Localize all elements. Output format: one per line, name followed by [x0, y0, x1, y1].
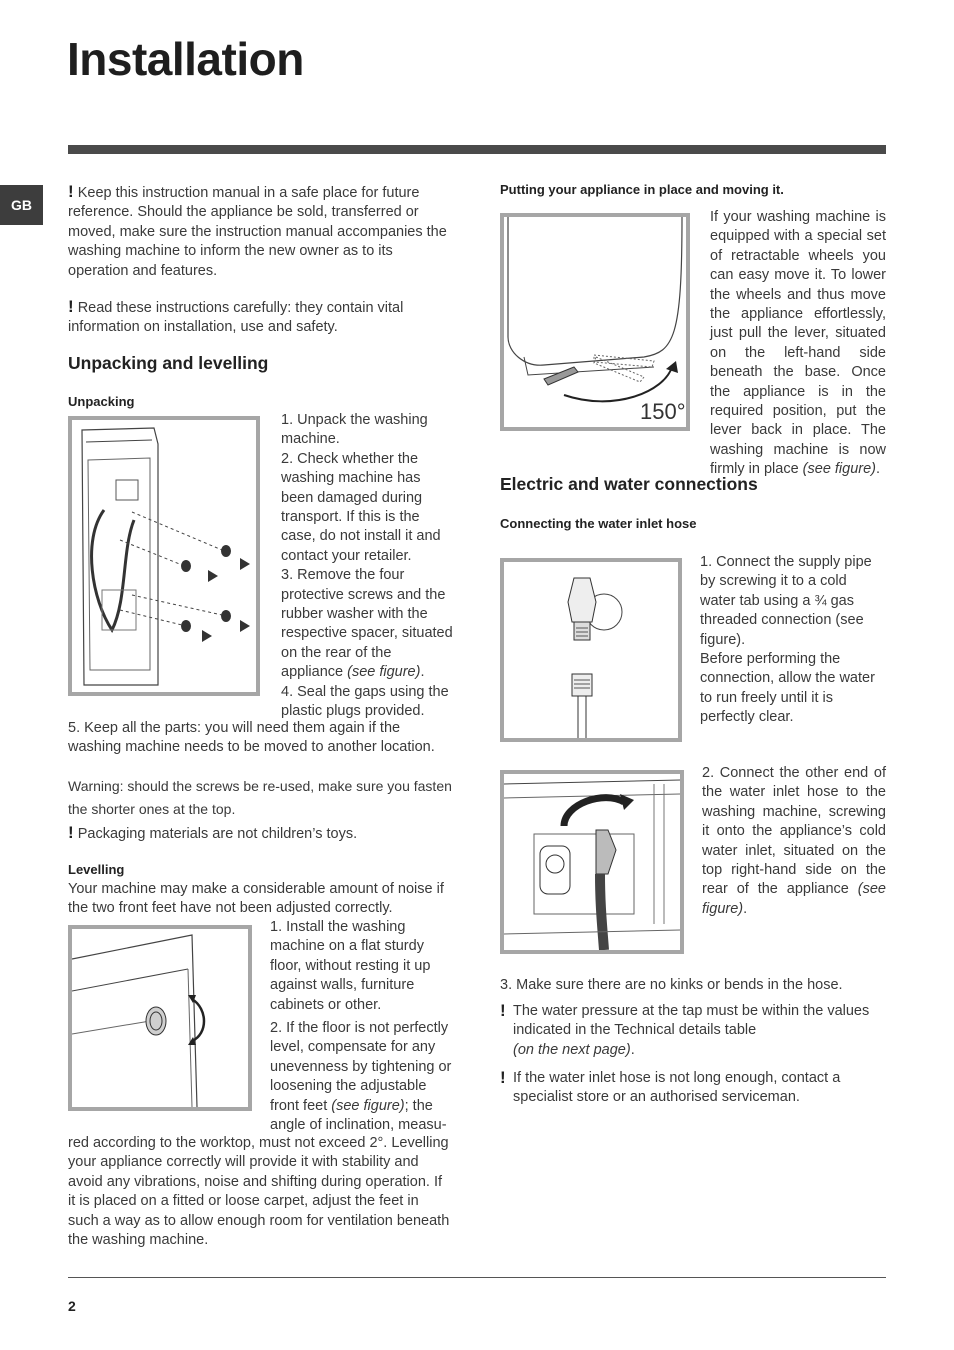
unpacking-step5: 5. Keep all the parts: you will need them again if the washing machine needs to be moved to another location.: [68, 720, 435, 756]
screws-warning: Warning: should the screws be re-used, make sure you fasten the shorter ones at the top.: [68, 778, 452, 817]
note-packaging: ! Packaging materials are not children’s toys.: [68, 823, 358, 842]
levelling-figure: [68, 925, 252, 1111]
levelling-steps-side: 1. Install the washing machine on a flat sturdy floor, without resting it up against walls, furniture cabinets or other. 2. If the floor is not perfectly level, compensate for any unevenness by tightening or loosening the adjustable front feet (see figure); the angle of inclination, measu-: [270, 919, 452, 1134]
warning-mark: !: [68, 297, 74, 316]
section-heading-unpacking-levelling: Unpacking and levelling: [68, 353, 269, 373]
warning-mark: !: [500, 1001, 506, 1020]
adjustable-foot-illustration: [72, 929, 248, 1107]
note-read-instructions: ! Read these instructions carefully: they contain vital information on installation, use and safety.: [68, 297, 404, 336]
note-water-pressure: The water pressure at the tap must be within the values indicated in the Technical details table (on the next page).: [513, 1003, 870, 1058]
subheading-unpacking: Unpacking: [68, 394, 135, 409]
section-heading-electric-water: Electric and water connections: [500, 474, 758, 494]
note-hose-length: If the water inlet hose is not long enough, contact a specialist store or an authorised serviceman.: [513, 1070, 841, 1106]
subheading-water-inlet: Connecting the water inlet hose: [500, 516, 697, 531]
inlet-figure: [500, 770, 684, 954]
moving-text: If your washing machine is equipped with a special set of retractable wheels you can easy move it. To lower the wheels and thus move the appliance effortlessly, just pull the lever, situated on the left-hand side beneath the base. Once the appliance is in the required position, put the lever back in place. The washing machine is now firmly in place (see figure).: [710, 209, 886, 478]
angle-label: 150°: [640, 399, 686, 424]
inlet-step3: 3. Make sure there are no kinks or bends in the hose.: [500, 977, 843, 993]
levelling-intro: Your machine may make a considerable amount of noise if the two front feet have not been adjusted correctly.: [68, 881, 444, 917]
note-keep-manual: ! Keep this instruction manual in a safe place for future reference. Should the appliance be sold, transferred or moved, make sure the instruction manual accompanies the washing machine to inform the new owner as to its operation and features.: [68, 182, 447, 279]
tap-figure: [500, 558, 682, 742]
page-title: Installation: [67, 33, 304, 85]
subheading-moving: Putting your appliance in place and moving it.: [500, 182, 784, 197]
title-divider: [68, 145, 886, 154]
cold-water-tap-illustration: [504, 562, 678, 738]
subheading-levelling: Levelling: [68, 862, 125, 877]
warning-mark: !: [68, 182, 74, 201]
language-tab: GB: [0, 185, 43, 225]
page-number: 2: [68, 1298, 76, 1314]
inlet-step1: 1. Connect the supply pipe by screwing it to a cold water tab using a ¾ gas threaded connection (see figure). Before performing the connection, allow the water to run freely until it is perfectly clear.: [700, 554, 875, 726]
warning-mark: !: [500, 1068, 506, 1087]
warning-mark: !: [68, 823, 74, 842]
inlet-step2: 2. Connect the other end of the water inlet hose to the washing machine, screwing it onto the appliance’s cold water inlet, situated on the top right-hand side on the rear of the appliance (see figure).: [702, 765, 886, 917]
levelling-tail: red according to the worktop, must not exceed 2°. Levelling your appliance correctly will provide it with stability and avoid any vibrations, noise and shifting during operation. If it is placed on a fitted or loose carpet, adjust the feet in such a way as to allow enough room for ventilation beneath the washing machine.: [68, 1135, 450, 1249]
machine-rear-illustration: [72, 420, 256, 692]
footer-divider: [68, 1277, 886, 1278]
wheel-lever-illustration: [504, 217, 686, 427]
machine-inlet-illustration: [504, 774, 680, 950]
unpacking-steps-side: 1. Unpack the washing machine. 2. Check whether the washing machine has been damaged during transport. If this is the case, do not install it and contact your retailer. 3. Remove the four protective screws and the rubber washer with the respective spacer, situated on the rear of the appliance (see figure). 4. Seal the gaps using the plastic plugs provided.: [281, 412, 453, 720]
unpacking-figure: [68, 416, 260, 696]
